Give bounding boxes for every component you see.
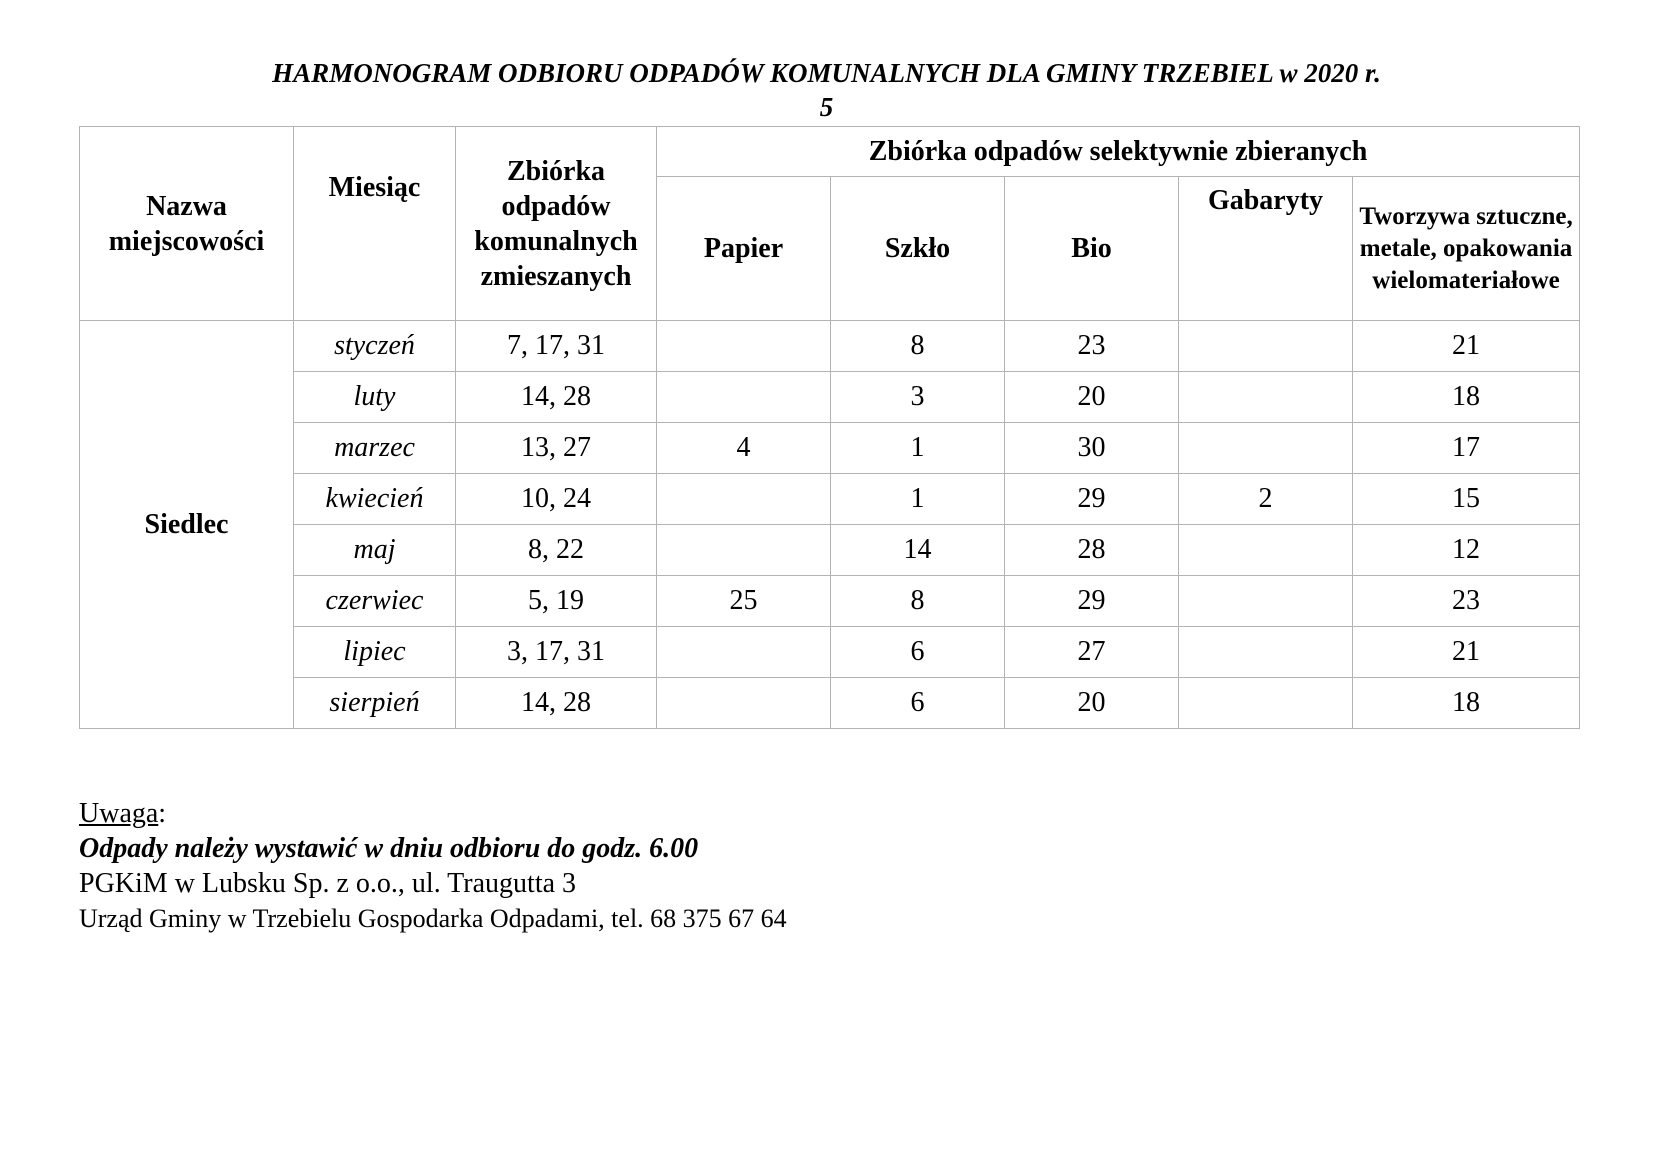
month-cell: lipiec	[294, 627, 456, 678]
notes-office: Urząd Gminy w Trzebielu Gospodarka Odpadami, tel. 68 375 67 64	[79, 904, 787, 933]
bio-cell: 23	[1005, 321, 1179, 372]
bio-cell: 29	[1005, 474, 1179, 525]
bio-cell: 29	[1005, 576, 1179, 627]
bulky-cell	[1179, 321, 1353, 372]
paper-cell	[657, 627, 831, 678]
document-title: HARMONOGRAM ODBIORU ODPADÓW KOMUNALNYCH DLA GMINY TRZEBIEL w 2020 r.	[272, 58, 1381, 88]
month-cell: luty	[294, 372, 456, 423]
paper-cell	[657, 678, 831, 729]
glass-cell: 1	[831, 474, 1005, 525]
header-selective-waste: Zbiórka odpadów selektywnie zbieranych	[657, 127, 1580, 177]
paper-cell	[657, 321, 831, 372]
notes-section	[79, 796, 787, 936]
glass-cell: 14	[831, 525, 1005, 576]
notes-label-colon: :	[158, 798, 167, 829]
paper-cell: 4	[657, 423, 831, 474]
month-cell: maj	[294, 525, 456, 576]
header-glass: Szkło	[831, 177, 1005, 321]
month-cell: marzec	[294, 423, 456, 474]
month-cell: czerwiec	[294, 576, 456, 627]
glass-cell: 8	[831, 321, 1005, 372]
glass-cell: 3	[831, 372, 1005, 423]
bulky-cell: 2	[1179, 474, 1353, 525]
bulky-cell	[1179, 372, 1353, 423]
mixed-cell: 10, 24	[456, 474, 657, 525]
notes-label: Uwaga	[79, 798, 159, 829]
glass-cell: 1	[831, 423, 1005, 474]
bio-cell: 27	[1005, 627, 1179, 678]
plastics-cell: 17	[1353, 423, 1580, 474]
bulky-cell	[1179, 576, 1353, 627]
mixed-cell: 14, 28	[456, 372, 657, 423]
header-plastics: Tworzywa sztuczne, metale, opakowania wielomateriałowe	[1353, 177, 1580, 321]
table-row	[80, 372, 1580, 423]
header-place: Nazwa miejscowości	[80, 127, 294, 321]
notes-warning: Odpady należy wystawić w dniu odbioru do godz. 6.00	[79, 833, 699, 864]
header-bio: Bio	[1005, 177, 1179, 321]
place-name: Siedlec	[80, 321, 294, 729]
header-paper: Papier	[657, 177, 831, 321]
mixed-cell: 7, 17, 31	[456, 321, 657, 372]
mixed-cell: 8, 22	[456, 525, 657, 576]
document-subtitle: 5	[819, 92, 834, 122]
plastics-cell: 12	[1353, 525, 1580, 576]
plastics-cell: 18	[1353, 372, 1580, 423]
bio-cell: 20	[1005, 678, 1179, 729]
notes-company: PGKiM w Lubsku Sp. z o.o., ul. Traugutta 3	[79, 868, 577, 899]
bulky-cell	[1179, 423, 1353, 474]
bulky-cell	[1179, 627, 1353, 678]
bio-cell: 30	[1005, 423, 1179, 474]
table-row	[80, 423, 1580, 474]
plastics-cell: 23	[1353, 576, 1580, 627]
table-row	[80, 474, 1580, 525]
bulky-cell	[1179, 525, 1353, 576]
header-bulky: Gabaryty	[1179, 177, 1353, 321]
plastics-cell: 18	[1353, 678, 1580, 729]
glass-cell: 8	[831, 576, 1005, 627]
plastics-cell: 21	[1353, 627, 1580, 678]
month-cell: styczeń	[294, 321, 456, 372]
schedule-table	[79, 126, 1580, 729]
table-row	[80, 678, 1580, 729]
table-row	[80, 525, 1580, 576]
table-row	[80, 576, 1580, 627]
plastics-cell: 21	[1353, 321, 1580, 372]
header-month: Miesiąc	[294, 127, 456, 321]
bio-cell: 28	[1005, 525, 1179, 576]
header-mixed-waste: Zbiórka odpadów komunalnych zmieszanych	[456, 127, 657, 321]
paper-cell	[657, 474, 831, 525]
bio-cell: 20	[1005, 372, 1179, 423]
plastics-cell: 15	[1353, 474, 1580, 525]
month-cell: sierpień	[294, 678, 456, 729]
mixed-cell: 3, 17, 31	[456, 627, 657, 678]
glass-cell: 6	[831, 678, 1005, 729]
paper-cell	[657, 372, 831, 423]
glass-cell: 6	[831, 627, 1005, 678]
month-cell: kwiecień	[294, 474, 456, 525]
mixed-cell: 13, 27	[456, 423, 657, 474]
mixed-cell: 14, 28	[456, 678, 657, 729]
mixed-cell: 5, 19	[456, 576, 657, 627]
schedule-body	[80, 321, 1580, 729]
notes-label-line	[79, 796, 787, 831]
paper-cell: 25	[657, 576, 831, 627]
bulky-cell	[1179, 678, 1353, 729]
table-row	[80, 627, 1580, 678]
paper-cell	[657, 525, 831, 576]
table-row	[80, 321, 1580, 372]
